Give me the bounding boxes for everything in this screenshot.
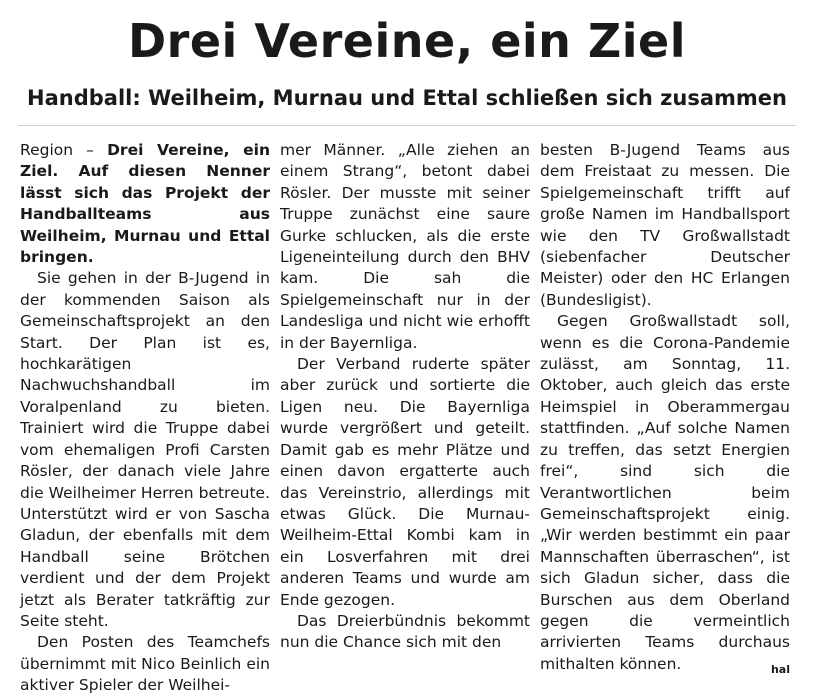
author-byline: hal [770,662,790,676]
lead-paragraph [20,140,270,268]
body-paragraph: Das Dreierbündnis bekommt nun die Chance sich mit den [280,611,530,652]
column-3 [540,140,790,680]
dateline: Region – [20,141,108,159]
body-paragraph: mer Männer. „Alle ziehen an einem Strang“, betont dabei Rösler. Der musste mit seiner Truppe zunächst eine saure Gurke schlucken, als die erste Ligeneinteilung durch den BHV kam. Die sah die Spielgemeinschaft nur in der Landesliga und nicht wie erhofft in der Bayernliga. [280,141,530,352]
body-paragraph: besten B-Jugend Teams aus dem Freistaat zu messen. Die Spielgemeinschaft trifft auf große Namen im Handballsport wie den TV Großwallstadt (siebenfacher Deutscher Meister) oder den HC Erlangen (Bundesligist). [540,141,790,309]
lead-text: Drei Vereine, ein Ziel. Auf diesen Nenner lässt sich das Projekt der Handballteams aus Weilheim, Murnau und Ettal bringen. [20,141,270,267]
column-2 [280,140,530,654]
body-paragraph: Der Verband ruderte später aber zurück und sortierte die Ligen neu. Die Bayernliga wurde vergrößert und geteilt. Damit gab es mehr Plätze und einen davon ergatterte auch das Vereinstrio, allerdings mit etwas Glück. Die Murnau-Weilheim-Ettal Kombi kam in ein Losverfahren mit drei anderen Teams und wurde am Ende gezogen. [280,355,530,609]
body-text: Gegen Großwallstadt soll, wenn es die Corona-Pandemie zulässt, am Sonntag, 11. Oktober, auch gleich das erste Heimspiel in Oberammergau stattfinden. „Auf solche Namen zu treffen, das setzt Energien frei“, sind sich die Verantwortlichen beim Gemeinschaftsprojekt einig. „Wir werden bestimmt ein paar Mannschaften überraschen“, ist sich Gladun sicher, dass die Burschen aus dem Oberland gegen die vermeintlich arrivierten Teams durchaus mithalten können. [540,312,790,673]
subheadline: Handball: Weilheim, Murnau und Ettal schließen sich zusammen [27,86,787,110]
body-paragraph: Sie gehen in der B-Jugend in der kommenden Saison als Gemeinschaftsprojekt an den Start. Der Plan ist es, hochkarätigen Nachwuchshandball im Voralpenland zu bieten. Trainiert wird die Truppe dabei vom ehemaligen Profi Carsten Rösler, der danach viele Jahre die Weilheimer Herren betreute. Unterstützt wird er von Sascha Gladun, der ebenfalls mit dem Handball seine Brötchen verdient und der dem Projekt jetzt als Berater tatkräftig zur Seite steht. [20,269,270,630]
column-1 [20,140,270,697]
body-paragraph: Den Posten des Teamchefs übernimmt mit Nico Beinlich ein aktiver Spieler der Weilhei- [20,633,270,695]
divider [18,125,796,126]
body-paragraph [540,311,790,675]
headline: Drei Vereine, ein Ziel [127,14,687,68]
